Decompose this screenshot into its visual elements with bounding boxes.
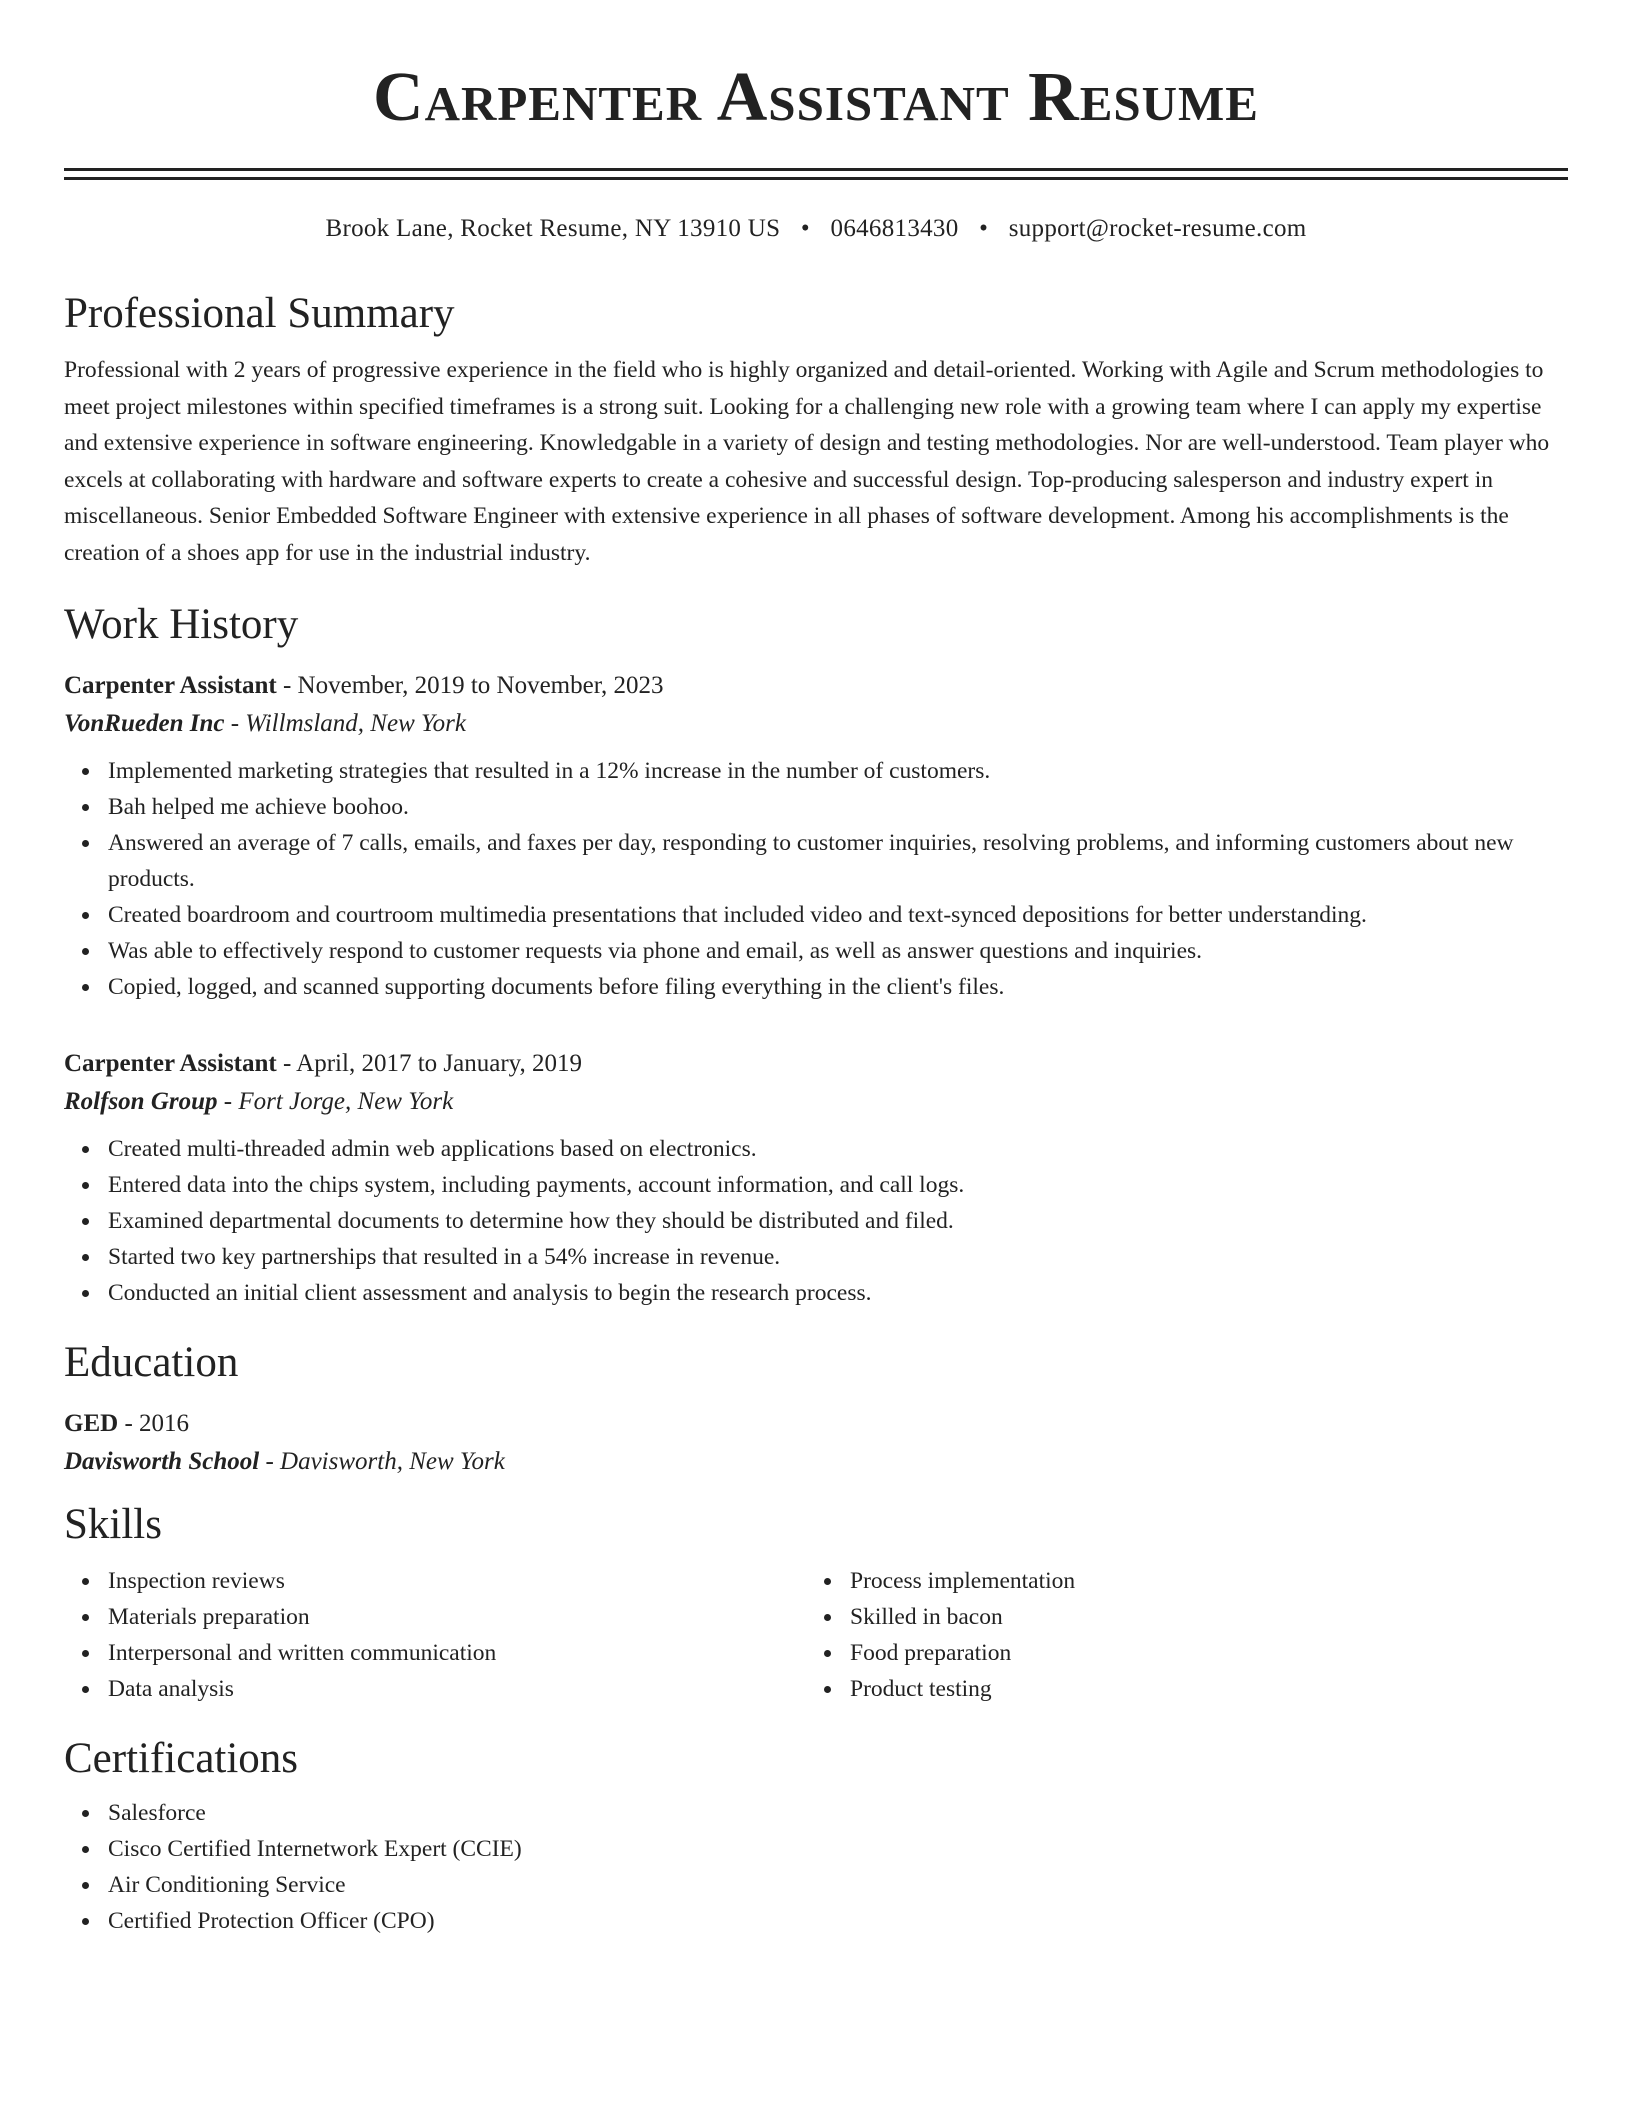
list-item: Air Conditioning Service bbox=[108, 1867, 1568, 1903]
summary-paragraph: Professional with 2 years of progressive experience in the field who is highly organized and detail-oriented. Working with Agile and Scrum methodologies to meet project milestones within specified timeframes is a strong suit. Looking for a challenging new role with a growing team where I can apply my expertise and extensive experience in software engineering. Knowledgable in a variety of design and testing methodologies. Nor are well-understood. Team player who excels at collaborating with hardware and software experts to create a cohesive and successful design. Top-producing salesperson and industry expert in miscellaneous. Senior Embedded Software Engineer with extensive experience in all phases of software development. Among his accomplishments is the creation of a shoes app for use in the industrial industry. bbox=[64, 357, 1550, 566]
section-heading-work-history: Work History bbox=[64, 601, 299, 648]
job-duties-list bbox=[64, 1131, 1568, 1311]
job-company: Rolfson Group bbox=[64, 1088, 218, 1115]
certifications-list bbox=[64, 1795, 1568, 1939]
contact-email[interactable]: support@rocket-resume.com bbox=[1008, 215, 1307, 242]
list-item: Examined departmental documents to determine how they should be distributed and filed. bbox=[108, 1203, 1568, 1239]
resume-title: Carpenter Assistant Resume bbox=[373, 59, 1259, 136]
job-location: - Fort Jorge, New York bbox=[217, 1088, 454, 1115]
list-item: Conducted an initial client assessment and analysis to begin the research process. bbox=[108, 1275, 1568, 1311]
job-company-line bbox=[64, 1083, 1568, 1121]
list-item: Food preparation bbox=[850, 1635, 1548, 1671]
list-item: Bah helped me achieve boohoo. bbox=[108, 789, 1568, 825]
list-item: Entered data into the chips system, including payments, account information, and call logs. bbox=[108, 1167, 1568, 1203]
divider-line bbox=[64, 177, 1568, 180]
list-item: Started two key partnerships that resulted in a 54% increase in revenue. bbox=[108, 1239, 1568, 1275]
job-company-line bbox=[64, 705, 1568, 743]
job-duties-list bbox=[64, 753, 1568, 1005]
school-location: - Davisworth, New York bbox=[259, 1448, 505, 1475]
list-item: Data analysis bbox=[108, 1671, 806, 1707]
school-name: Davisworth School bbox=[64, 1448, 260, 1475]
job-title-line bbox=[64, 1045, 1568, 1083]
section-heading-skills: Skills bbox=[64, 1501, 162, 1548]
degree-name: GED bbox=[64, 1410, 119, 1437]
job-company: VonRueden Inc bbox=[64, 710, 225, 737]
list-item: Skilled in bacon bbox=[850, 1599, 1548, 1635]
skills-grid bbox=[64, 1563, 1568, 1707]
bullet-separator: • bbox=[979, 215, 989, 242]
resume-page bbox=[64, 0, 1568, 1939]
list-item: Salesforce bbox=[108, 1795, 1568, 1831]
skills-list-left bbox=[64, 1563, 806, 1707]
list-item: Process implementation bbox=[850, 1563, 1548, 1599]
list-item: Certified Protection Officer (CPO) bbox=[108, 1903, 1568, 1939]
list-item: Created multi-threaded admin web applications based on electronics. bbox=[108, 1131, 1568, 1167]
section-heading-education: Education bbox=[64, 1339, 239, 1386]
list-item: Materials preparation bbox=[108, 1599, 806, 1635]
list-item: Inspection reviews bbox=[108, 1563, 806, 1599]
job-entry bbox=[64, 667, 1568, 1005]
list-item: Implemented marketing strategies that resulted in a 12% increase in the number of customers. bbox=[108, 753, 1568, 789]
list-item: Was able to effectively respond to customer requests via phone and email, as well as answer questions and inquiries. bbox=[108, 933, 1568, 969]
degree-year: - 2016 bbox=[118, 1410, 190, 1437]
bullet-separator: • bbox=[800, 215, 810, 242]
job-title: Carpenter Assistant bbox=[64, 1050, 277, 1077]
section-heading-summary: Professional Summary bbox=[64, 290, 455, 337]
list-item: Answered an average of 7 calls, emails, and faxes per day, responding to customer inquiries, resolving problems, and informing customers about new products. bbox=[108, 825, 1568, 897]
job-location: - Willmsland, New York bbox=[224, 710, 466, 737]
job-title: Carpenter Assistant bbox=[64, 672, 277, 699]
list-item: Copied, logged, and scanned supporting documents before filing everything in the client's files. bbox=[108, 969, 1568, 1005]
section-heading-certifications: Certifications bbox=[64, 1735, 299, 1782]
job-entry bbox=[64, 1045, 1568, 1311]
education-entry bbox=[64, 1405, 1568, 1481]
contact-phone: 0646813430 bbox=[830, 215, 959, 242]
list-item: Created boardroom and courtroom multimedia presentations that included video and text-synced depositions for better understanding. bbox=[108, 897, 1568, 933]
job-dates: - April, 2017 to January, 2019 bbox=[276, 1050, 583, 1077]
contact-line bbox=[64, 214, 1568, 244]
list-item: Interpersonal and written communication bbox=[108, 1635, 806, 1671]
contact-address: Brook Lane, Rocket Resume, NY 13910 US bbox=[325, 215, 781, 242]
divider-line bbox=[64, 168, 1568, 171]
degree-line bbox=[64, 1405, 1568, 1443]
skills-list-right bbox=[806, 1563, 1548, 1707]
title-double-rule bbox=[64, 168, 1568, 180]
list-item: Cisco Certified Internetwork Expert (CCIE) bbox=[108, 1831, 1568, 1867]
school-line bbox=[64, 1443, 1568, 1481]
job-dates: - November, 2019 to November, 2023 bbox=[276, 672, 664, 699]
job-title-line bbox=[64, 667, 1568, 705]
list-item: Product testing bbox=[850, 1671, 1548, 1707]
